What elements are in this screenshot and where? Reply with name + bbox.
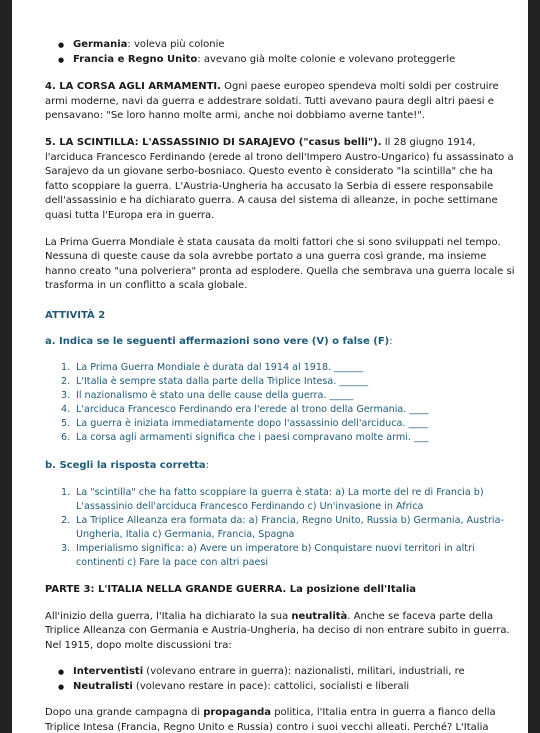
list-item: 1. La Prima Guerra Mondiale è durata dal 1914 al 1918. ______ bbox=[61, 361, 363, 373]
factions-list bbox=[45, 665, 515, 694]
list-item: ● Germania: voleva più colonie bbox=[45, 38, 515, 53]
list-item: 3. Il nazionalismo è stato una delle cause della guerra. _____ bbox=[61, 389, 354, 401]
multiple-choice-list bbox=[45, 486, 515, 570]
list-item: 2. La Triplice Alleanza era formata da: a) Francia, Regno Unito, Russia b) Germania, Austria-Ungheria, Italia c) Germania, Francia, Spagna bbox=[61, 514, 504, 540]
part-3-final-paragraph: Dopo una grande campagna di propaganda politica, l'Italia entra in guerra a fianco della Triplice Intesa (Francia, Regno Unito e Russia) contro i suoi vecchi alleati. Perché? L'Italia bbox=[45, 707, 496, 733]
list-item: ● Interventisti (volevano entrare in guerra): nazionalisti, militari, industriali, re bbox=[45, 665, 515, 680]
summary-paragraph: La Prima Guerra Mondiale è stata causata da molti fattori che si sono sviluppati nel tempo. Nessuna di queste cause da sola avrebbe portato a una guerra così grande, ma insieme hanno creato "una polveriera" pronta ad esplodere. Quella che sembrava una guerra locale si trasforma in un conflitto a scala globale. bbox=[45, 236, 515, 292]
list-item: 5. La guerra è iniziata immediatamente dopo l'assassinio dell'arciduca. ____ bbox=[61, 417, 428, 429]
activity-title: ATTIVITÀ 2 bbox=[45, 309, 106, 321]
list-item: 2. L'Italia è sempre stata dalla parte della Triplice Intesa. ______ bbox=[61, 375, 369, 387]
document-page bbox=[12, 0, 528, 733]
list-item: 6. La corsa agli armamenti significa che i paesi compravano molte armi. ___ bbox=[61, 431, 429, 443]
part-3-heading: PARTE 3: L'ITALIA NELLA GRANDE GUERRA. La posizione dell'Italia bbox=[45, 583, 417, 595]
section-4-title: 4. LA CORSA AGLI ARMAMENTI. bbox=[45, 81, 221, 93]
document-content bbox=[45, 38, 515, 733]
colonies-list bbox=[45, 38, 515, 67]
section-5-title: 5. LA SCINTILLA: L'ASSASSINIO DI SARAJEVO ("casus belli"). bbox=[45, 136, 382, 148]
part-3-intro: All'inizio della guerra, l'Italia ha dichiarato la sua neutralità. Anche se faceva parte della Triplice Alleanza con Germania e Austria-Ungheria, ha deciso di non entrare subito in guerra. Nel 1915, dopo molte discussioni tra: bbox=[45, 610, 510, 651]
true-false-list bbox=[45, 361, 515, 445]
list-item: 4. L'arciduca Francesco Ferdinando era l'erede al trono della Germania. ____ bbox=[61, 403, 429, 415]
list-item: 1. La "scintilla" che ha fatto scoppiare la guerra è stata: a) La morte del re di Francia b) L'assassinio dell'arciduca Francesco Ferdinando c) Un'invasione in Africa bbox=[61, 486, 484, 512]
list-item: 3. Imperialismo significa: a) Avere un imperatore b) Conquistare nuovi territori in altri continenti c) Fare la pace con altri paesi bbox=[61, 542, 475, 568]
section-4-paragraph: 4. LA CORSA AGLI ARMAMENTI. Ogni paese europeo spendeva molti soldi per costruire armi moderne, navi da guerra e addestrare soldati. Tutti avevano paura degli altri paesi e pensavano: "Se loro hanno molte armi, anche noi dobbiamo averne tante!". bbox=[45, 81, 499, 122]
list-item: ● Neutralisti (volevano restare in pace): cattolici, socialisti e liberali bbox=[45, 680, 515, 695]
part-b-heading: b. Scegli la risposta corretta: bbox=[45, 459, 209, 471]
list-item: ● Francia e Regno Unito: avevano già molte colonie e volevano proteggerle bbox=[45, 53, 515, 68]
section-5-paragraph: 5. LA SCINTILLA: L'ASSASSINIO DI SARAJEVO ("casus belli"). Il 28 giugno 1914, l'arciduca Francesco Ferdinando (erede al trono dell'Impero Austro-Ungarico) fu assassinato a Sarajevo da un giovane serbo-bosniaco. Questo evento è considerato "la scintilla" che ha fatto scoppiare la guerra. L'Austria-Ungheria ha accusato la Serbia di essere responsabile dell'assassinio e ha dichiarato guerra. A causa del sistema di alleanze, in poche settimane quasi tutta l'Europa era in guerra. bbox=[45, 136, 514, 221]
part-a-heading: a. Indica se le seguenti affermazioni sono vere (V) o false (F): bbox=[45, 335, 393, 347]
